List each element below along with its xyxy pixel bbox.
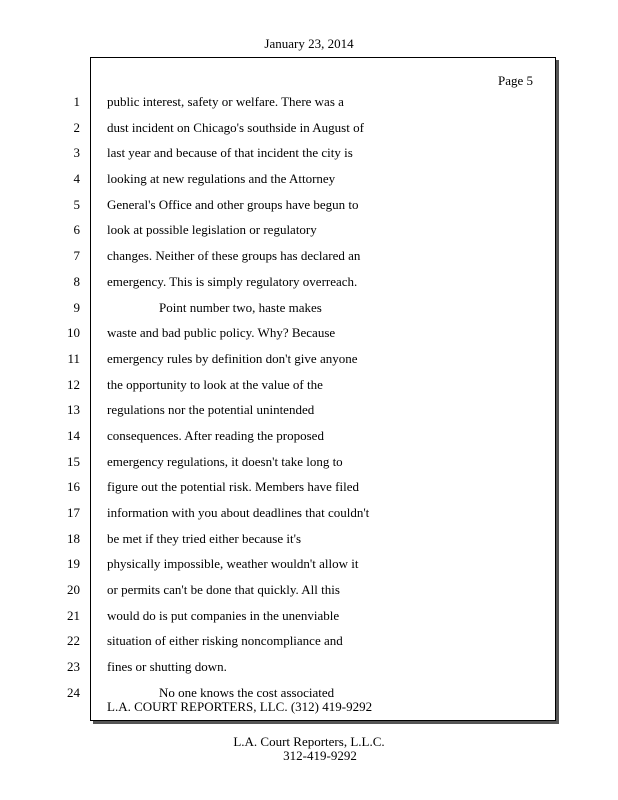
transcript-line: No one knows the cost associated — [159, 684, 335, 700]
header-date: January 23, 2014 — [264, 36, 354, 51]
line-number: 11 — [67, 350, 80, 366]
transcript-lines — [107, 94, 537, 711]
line-number: 9 — [73, 299, 80, 315]
transcript-line: or permits can't be done that quickly. All this — [107, 582, 340, 598]
line-number: 12 — [67, 376, 80, 392]
transcript-line: the opportunity to look at the value of the — [107, 376, 323, 392]
transcript-line: fines or shutting down. — [107, 659, 227, 675]
transcript-line: regulations nor the potential unintended — [107, 402, 315, 418]
line-number: 3 — [73, 145, 80, 161]
line-number: 20 — [67, 582, 80, 598]
transcript-line: dust incident on Chicago's southside in August of — [107, 119, 364, 135]
transcript-line: General's Office and other groups have begun to — [107, 196, 359, 212]
line-number: 4 — [73, 171, 80, 187]
transcript-line: consequences. After reading the proposed — [107, 427, 324, 443]
page-number: Page 5 — [497, 73, 533, 88]
transcript-line: be met if they tried either because it's — [107, 530, 302, 546]
line-number: 14 — [67, 427, 80, 443]
line-number: 18 — [67, 530, 80, 546]
transcript-line: last year and because of that incident the city is — [107, 145, 353, 161]
line-number: 21 — [67, 607, 80, 623]
transcript-line: information with you about deadlines that couldn't — [107, 505, 370, 520]
line-number: 17 — [67, 505, 80, 520]
transcript-line: would do is put companies in the unenviable — [107, 607, 340, 623]
transcript-line: looking at new regulations and the Attorney — [107, 171, 336, 187]
transcript-line: physically impossible, weather wouldn't allow it — [107, 556, 359, 572]
line-number: 23 — [67, 659, 80, 675]
line-number: 10 — [67, 325, 80, 341]
transcript-line: emergency regulations, it doesn't take long to — [107, 453, 343, 469]
line-number: 15 — [67, 453, 80, 469]
line-number: 5 — [73, 196, 80, 212]
line-number: 6 — [73, 222, 80, 238]
line-number: 24 — [67, 684, 80, 700]
line-number: 19 — [67, 556, 80, 572]
line-number: 2 — [73, 119, 80, 135]
line-number: 1 — [73, 94, 80, 109]
transcript-line: public interest, safety or welfare. There was a — [107, 94, 344, 109]
line-number: 7 — [73, 248, 80, 264]
transcript-line: changes. Neither of these groups has declared an — [107, 248, 361, 264]
line-number: 16 — [67, 479, 80, 495]
transcript-line: emergency rules by definition don't give anyone — [107, 350, 358, 366]
line-number: 13 — [67, 402, 80, 418]
line-number: 8 — [73, 273, 80, 289]
transcript-line: Point number two, haste makes — [159, 299, 322, 315]
footer-phone: 312-419-9292 — [283, 748, 357, 763]
transcript-line: situation of either risking noncompliance and — [107, 633, 343, 649]
footer-company: L.A. Court Reporters, L.L.C. — [233, 734, 385, 749]
line-numbers — [0, 94, 84, 711]
transcript-line: look at possible legislation or regulatory — [107, 222, 317, 238]
line-number: 22 — [67, 633, 80, 649]
transcript-line: waste and bad public policy. Why? Because — [107, 325, 336, 341]
transcript-line: emergency. This is simply regulatory overreach. — [107, 273, 358, 289]
transcript-line: figure out the potential risk. Members have filed — [107, 479, 359, 495]
reporter-footer: L.A. COURT REPORTERS, LLC. (312) 419-9292 — [107, 699, 373, 714]
